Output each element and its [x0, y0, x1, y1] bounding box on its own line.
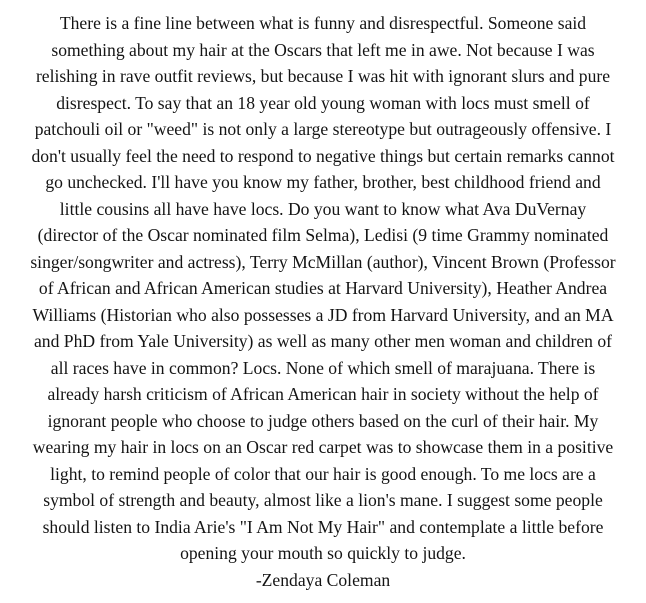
statement-line: of African and African American studies at Harvard University), Heather Andrea — [38, 278, 608, 298]
statement-line: and PhD from Yale University) as well as many other men woman and children of — [33, 331, 613, 351]
statement-line: opening your mouth so quickly to judge. — [180, 543, 466, 563]
statement-line: something about my hair at the Oscars that left me in awe. Not because I was — [51, 39, 595, 60]
statement-line: little cousins all have have locs. Do you want to know what Ava DuVernay — [59, 198, 587, 219]
statement-line: singer/songwriter and actress), Terry McMillan (author), Vincent Brown (Professor — [30, 251, 616, 272]
statement-line: already harsh criticism of African American hair in society without the help of — [47, 384, 599, 404]
statement-line: wearing my hair in locs on an Oscar red carpet was to showcase them in a positive — [32, 437, 614, 457]
statement-line: patchouli oil or "weed" is not only a large stereotype but outrageously offensive. I — [34, 119, 612, 139]
statement-line: symbol of strength and beauty, almost like a lion's mane. I suggest some people — [43, 490, 603, 510]
statement-line: (director of the Oscar nominated film Selma), Ledisi (9 time Grammy nominated — [37, 225, 609, 245]
statement-line: There is a fine line between what is funny and disrespectful. Someone said — [59, 13, 587, 33]
statement-line: relishing in rave outfit reviews, but because I was hit with ignorant slurs and pure — [35, 66, 611, 86]
statement-line: ignorant people who choose to judge others based on the curl of their hair. My — [47, 410, 599, 431]
statement-line: don't usually feel the need to respond to negative things but certain remarks cannot — [31, 145, 615, 166]
statement-line: disrespect. To say that an 18 year old young woman with locs must smell of — [56, 92, 590, 113]
statement-line: go unchecked. I'll have you know my father, brother, best childhood friend and — [45, 172, 601, 192]
statement-line: all races have in common? Locs. None of which smell of marajuana. There is — [50, 357, 596, 378]
statement-line: light, to remind people of color that our hair is good enough. To me locs are a — [50, 463, 596, 484]
statement-line: Williams (Historian who also possesses a JD from Harvard University, and an MA — [32, 304, 614, 325]
signature: -Zendaya Coleman — [255, 569, 391, 590]
statement-line: should listen to India Arie's "I Am Not My Hair" and contemplate a little before — [42, 516, 604, 537]
